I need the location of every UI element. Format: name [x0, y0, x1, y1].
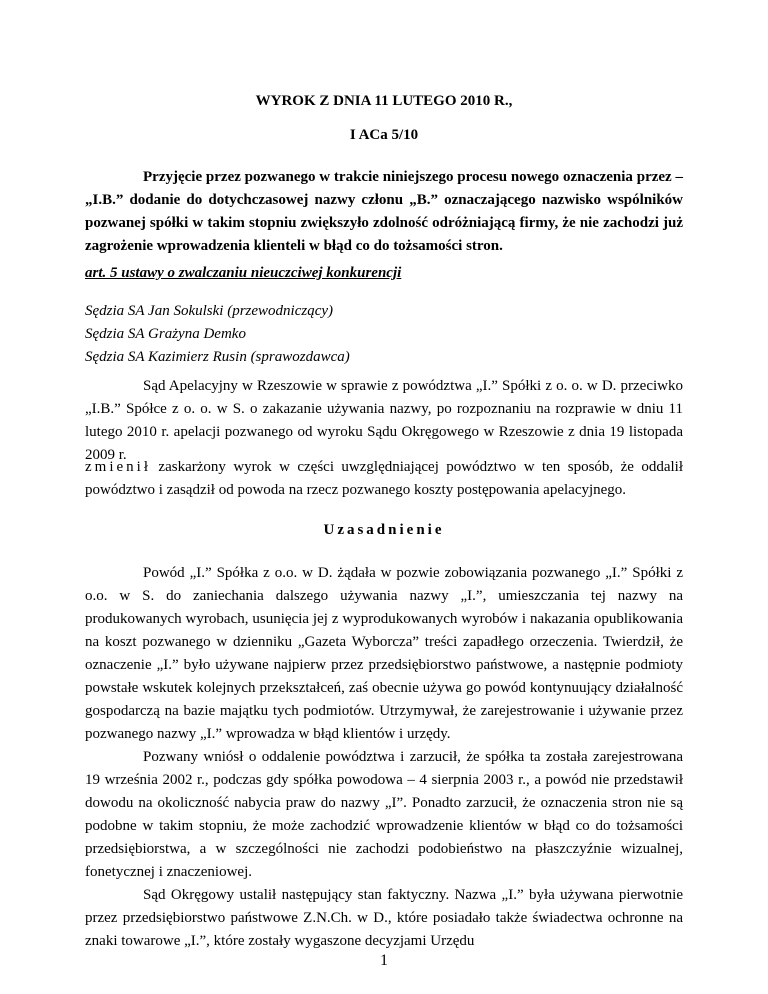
reasons-heading: Uzasadnienie [323, 522, 445, 538]
case-number: I ACa 5/10 [349, 127, 419, 143]
verdict-paragraph [85, 456, 683, 502]
judgment-title: WYROK Z DNIA 11 LUTEGO 2010 R., [255, 93, 513, 109]
reasons-body [85, 562, 683, 953]
judge-rapporteur: Sędzia SA Kazimierz Rusin (sprawozdawca) [85, 349, 350, 365]
verdict-text: zaskarżony wyrok w części uwzględniającej powództwo w ten sposób, że oddalił powództwo i zasądził od powoda na rzecz pozwanego koszty postępowania apelacyjnego. [85, 459, 683, 498]
reasons-paragraph-facts: Sąd Okręgowy ustalił następujący stan faktyczny. Nazwa „I.” była używana pierwotnie przez przedsiębiorstwo państwowe Z.N.Ch. w D., które posiadało także świadectwa ochronne na znaki towarowe „I.”, które zostały wygaszone decyzjami Urzędu [85, 887, 683, 949]
reasons-paragraph-defense: Pozwany wniósł o oddalenie powództwa i zarzucił, że spółka ta została zarejestrowana 19 września 2002 r., podczas gdy spółka powodowa – 4 sierpnia 2003 r., a powód nie przedstawił dowodu na okoliczność nabycia praw do nazwy „I”. Ponadto zarzucił, że oznaczenia stron nie są podobne w takim stopniu, że może zachodzić wprowadzenie klientów w błąd co do tożsamości przedsiębiorstwa, a w szczególności nie zachodzi podobieństwo na płaszczyźnie wizualnej, fonetycznej i znaczeniowej. [85, 749, 683, 880]
judge-member: Sędzia SA Grażyna Demko [85, 326, 246, 342]
legal-basis: art. 5 ustawy o zwalczaniu nieuczciwej konkurencji [85, 265, 402, 281]
judge-chair: Sędzia SA Jan Sokulski (przewodniczący) [85, 303, 334, 319]
verdict-keyword: zmienił [85, 459, 151, 475]
page-number: 1 [380, 952, 388, 969]
intro-paragraph: Sąd Apelacyjny w Rzeszowie w sprawie z powództwa „I.” Spółki z o. o. w D. przeciwko „I.B.” Spółce z o. o. w S. o zakazanie używania nazwy, po rozpoznaniu na rozprawie w dniu 11 lutego 2010 r. apelacji pozwanego od wyroku Sądu Okręgowego w Rzeszowie z dnia 19 listopada 2009 r. [85, 378, 683, 463]
reasons-paragraph-claim: Powód „I.” Spółka z o.o. w D. żądała w pozwie zobowiązania pozwanego „I.” Spółki z o.o. w S. do zaniechania dalszego używania nazwy „I.”, umieszczania tej nazwy na produkowanych wyrobach, usunięcia jej z wyprodukowanych wyrobów i nakazania opublikowania na koszt pozwanego w dzienniku „Gazeta Wyborcza” treści zapadłego orzeczenia. Twierdził, że oznaczenie „I.” było używane najpierw przez przedsiębiorstwo państwowe, a następnie podmioty powstałe wskutek kolejnych przekształceń, zaś obecnie używa go powód kontynuujący działalność gospodarczą na bazie majątku tych podmiotów. Utrzymywał, że zarejestrowanie i używanie przez pozwanego nazwy „I.” wprowadza w błąd klientów i urzędy. [85, 565, 683, 742]
judgment-thesis: Przyjęcie przez pozwanego w trakcie niniejszego procesu nowego oznaczenia przez – „I.B.” dodanie do dotychczasowej nazwy członu „B.” oznaczającego nazwisko wspólników pozwanej spółki w takim stopniu zwiększyło zdolność odróżniającą firmy, że nie zachodzi już zagrożenie wprowadzenia klienteli w błąd co do tożsamości stron. [85, 169, 683, 254]
judges-list [85, 300, 683, 369]
